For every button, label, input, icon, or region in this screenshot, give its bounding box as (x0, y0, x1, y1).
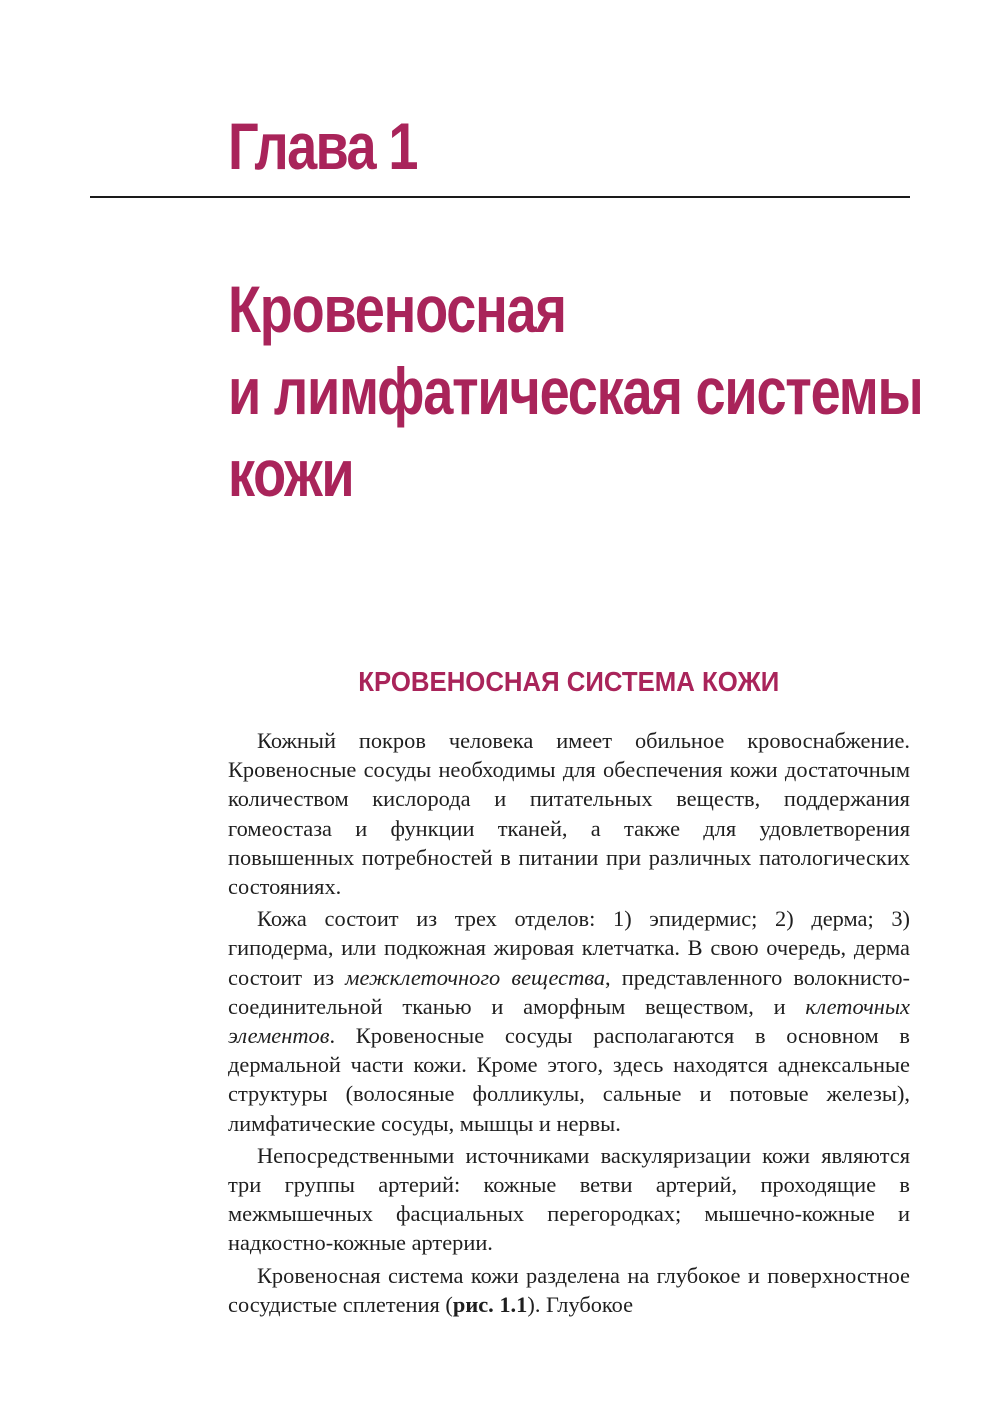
body-text (228, 726, 910, 1322)
section-heading-text: КРОВЕНОСНАЯ СИСТЕМА КОЖИ (358, 666, 780, 697)
paragraph-3: Непосредственными источниками васкуляризации кожи являются три группы артерий: кожные ветви артерий, проходящие в межмышечных фасциальных перегородках; мышечно-кожные и надкостно-кожные артерии. (228, 1142, 910, 1256)
paragraph-4-text-a: Кровеносная система кожи разделена на глубокое и поверхностное сосудистые сплетения ( (228, 1262, 910, 1317)
chapter-label: Глава 1 (228, 109, 417, 183)
paragraph-2 (228, 904, 910, 1138)
chapter-divider (90, 196, 910, 198)
chapter-title-line-1: Кровеносная (228, 272, 566, 346)
section-heading (228, 664, 910, 700)
figure-reference: рис. 1.1 (452, 1291, 528, 1317)
term-intercellular-substance: межклеточного вещества (345, 964, 606, 990)
paragraph-2-text-b: , представленного волокнисто-соединительной тканью и аморфным веществом, и (228, 964, 910, 1019)
term-cellular-elements: клеточных элементов (228, 993, 910, 1049)
chapter-title-line-2: и лимфатическая системы (228, 354, 923, 428)
chapter-title-line-3: кожи (228, 436, 354, 510)
paragraph-4-text-b: ). Глубокое (527, 1291, 634, 1317)
chapter-title (228, 268, 923, 514)
paragraph-4 (228, 1261, 910, 1319)
paragraph-2-text-a: Кожа состоит из трех отделов: 1) эпидермис; 2) дерма; 3) гиподерма, или подкожная жировая клетчатка. В свою очередь, дерма состоит из (228, 906, 910, 990)
paragraph-2-text-c: . Кровеносные сосуды располагаются в основном в дермальной части кожи. Кроме этого, здесь находятся аднексальные структуры (волосяные фолликулы, сальные и потовые железы), лимфатические сосуды, мышцы и нервы. (228, 1023, 910, 1136)
paragraph-1: Кожный покров человека имеет обильное кровоснабжение. Кровеносные сосуды необходимы для обеспечения кожи достаточным количеством кислорода и питательных веществ, поддержания гомеостаза и функции тканей, а также для удовлетворения повышенных потребностей в питании при различных патологических состояниях. (228, 728, 910, 900)
